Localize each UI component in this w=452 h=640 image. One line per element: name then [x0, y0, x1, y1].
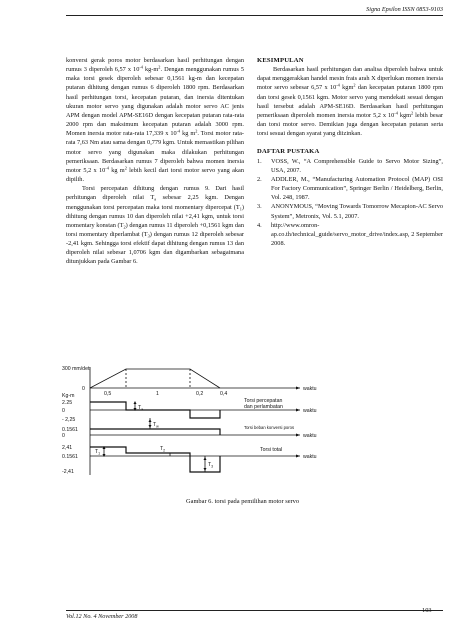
- paragraph-torque-calculation: konversi gerak poros motor berdasarkan hasil perhitungan dengan rumus 3 diperoleh 6,57 x $10^{-4}$ $kg-m^2$. Dengan menggunakan rumus 5 maka torsi gesek diperoleh sebesar 0,1561 kg-m dan kecepatan putaran dihitung dengan rumus 6 diperoleh 1800 rpm. Berdasarkan hasil perhitungan torsi, kecepatan putaran, dan inersia ditentukan ukuran motor servo yang digunakan adalah motor servo AC jenis APM dengan model APM-SE16D dengan kecepatan putaran rata-rata 2000 rpm dan maksimum kecepatan putaran adalah 3000 rpm. Momen inersia motor rata-rata 17,339 x $10^{-4}$ kg $m^2$. Torsi motor rata-rata 7,63 Nm atau sama dengan 0,779 kgm. Untuk memastikan pilihan motor servo yang digunakan maka dilakukan perhitungan pemeriksaan. Berdasarkan rumus 7 diperoleh bahwa momen inersia motor 5,2 x $10^{-4}$ kg $m^2$ lebih kecil dari torsi motor servo yang akan dipilih.: [66, 57, 245, 184]
- label-kgm: Kg-m: [62, 393, 75, 399]
- reference-item: [257, 202, 443, 220]
- label-waktu-2: waktu: [303, 408, 317, 414]
- label-T2: $T_2$: [160, 446, 166, 453]
- label-speed-max: 300 mm/det: [62, 366, 90, 372]
- reference-item: [257, 157, 443, 175]
- reference-text: VOSS, W., “A Comprehensible Guide to Servo Motor Sizing”, USA, 2007.: [271, 157, 443, 174]
- paragraph-acceleration-torque: Torsi percepatan dihitung dengan rumus 9. Dari hasil perhitungan diperoleh nilai $T_a$ sebesar 2,25 kgm. Dengan menggunakan torsi percepatan maka torsi momentary dipercepat $(T_1)$ dihitung dengan rumus 10 dan diperoleh nilai +2,41 kgm, untuk torsi momentary konstan $(T_2)$ dengan rumus 11 diperoleh +0,1561 kgm dan torsi momentary diperlambat $(T_3)$ dengan rumus 12 diperoleh sebesar -2,41 kgm. Sehingga torsi efektif dapat dihitung dengan rumus 13 dan diperoleh nilai sebesar 1,0706 kgm dan digambarkan sebagaimana ditunjukkan pada Gambar 6.: [66, 185, 245, 266]
- label-friction-torque: Torsi beban konversi poros: [244, 425, 295, 430]
- label-zero-accel: 0: [62, 408, 65, 414]
- reference-text: http://www.omron-ap.co.th/technical_guide/servo_motor_drive/index.asp, 2 September 2008.: [271, 221, 443, 247]
- label-waktu-1: waktu: [303, 386, 317, 392]
- label-0-1561-b: 0.1561: [62, 454, 78, 460]
- label-2-41: 2,41: [62, 445, 73, 451]
- label-Tw: $T_w$: [153, 422, 159, 429]
- left-column: [66, 56, 244, 267]
- speed-profile-line: [90, 369, 220, 388]
- label-neg-2-25: - 2,25: [62, 417, 76, 423]
- label-time-1: 1: [156, 391, 159, 397]
- label-Ta: $T_a$: [138, 405, 144, 412]
- journal-header: Signa Epsilon ISSN 0853-9103: [366, 6, 443, 13]
- label-time-0-4: 0,4: [220, 391, 228, 397]
- label-waktu-4: waktu: [303, 454, 317, 460]
- reference-item: [257, 221, 443, 248]
- reference-number: 1.: [257, 157, 262, 165]
- figure-caption: Gambar 6. torsi pada pemilihan motor servo: [186, 498, 300, 505]
- label-time-0-2: 0,2: [196, 391, 204, 397]
- label-T1: $T_1$: [95, 449, 101, 456]
- label-waktu-3: waktu: [303, 433, 317, 439]
- reference-number: 2.: [257, 175, 262, 183]
- reference-number: 3.: [257, 203, 262, 211]
- conclusion-paragraph: Berdasarkan hasil perhitungan dan analisa diperoleh bahwa untuk dapat menggerakkan handel mesin frais arah X diperlukan momen inersia motor servo sebesar 6,57 x $10^{-4}$ kgm$^2$ dan kecepatan putaran 1800 rpm dan torsi gesek 0,1561 kgm. Motor servo yang mendekati sesuai dengan hasil tersebut adalah APM-SE16D. Berdasarkan hasil perhitungan pemeriksaan diperoleh momen inersia motor 5,2 x $10^{-4}$ kgm$^2$ lebih besar dan torsi motor servo. Demikian juga dengan kecepatan putaran serta torsi sesuai dengan syarat yang diizinkan.: [257, 66, 443, 138]
- reference-text: ANONYMOUS, “Moving Towards Tomorrow Mecapion-AC Servo System”, Metronix, Vol. 5.1, 2007.: [271, 203, 443, 220]
- reference-list: [257, 157, 443, 249]
- reference-text: ADDLER, M., “Manufacturing Automation Protocol (MAP) OSI For Factory Communication”, Springer Berlin / Heidelberg, Berlin, Vol. 248, 1987.: [271, 175, 443, 202]
- footer-volume: Vol.12 No. 4 November 2008: [66, 613, 138, 620]
- conclusion-heading: KESIMPULAN: [257, 57, 304, 64]
- torque-timing-figure: [60, 365, 440, 485]
- label-accel-torque: Torsi percepatan: [244, 398, 283, 404]
- friction-torque-line: [90, 429, 220, 435]
- label-time-0-5: 0,5: [104, 391, 112, 397]
- right-column: [257, 56, 443, 248]
- footer-rule: [66, 610, 443, 611]
- label-zero-speed: 0: [82, 386, 85, 392]
- label-T3: $T_3$: [208, 462, 214, 469]
- reference-item: [257, 175, 443, 202]
- page-number: 103: [422, 607, 432, 614]
- total-torque-line: [90, 447, 220, 472]
- label-0-1561-a: 0.1561: [62, 427, 78, 433]
- reference-number: 4.: [257, 221, 262, 229]
- label-zero-friction: 0: [62, 433, 65, 439]
- references-heading: DAFTAR PUSTAKA: [257, 148, 320, 156]
- label-total-torque: Torsi total: [260, 447, 283, 453]
- label-neg-2-41: -2,41: [62, 469, 74, 475]
- header-rule: [66, 15, 443, 16]
- label-decel-torque: dan perlambatan: [244, 404, 283, 410]
- label-2-25: 2.25: [62, 400, 73, 406]
